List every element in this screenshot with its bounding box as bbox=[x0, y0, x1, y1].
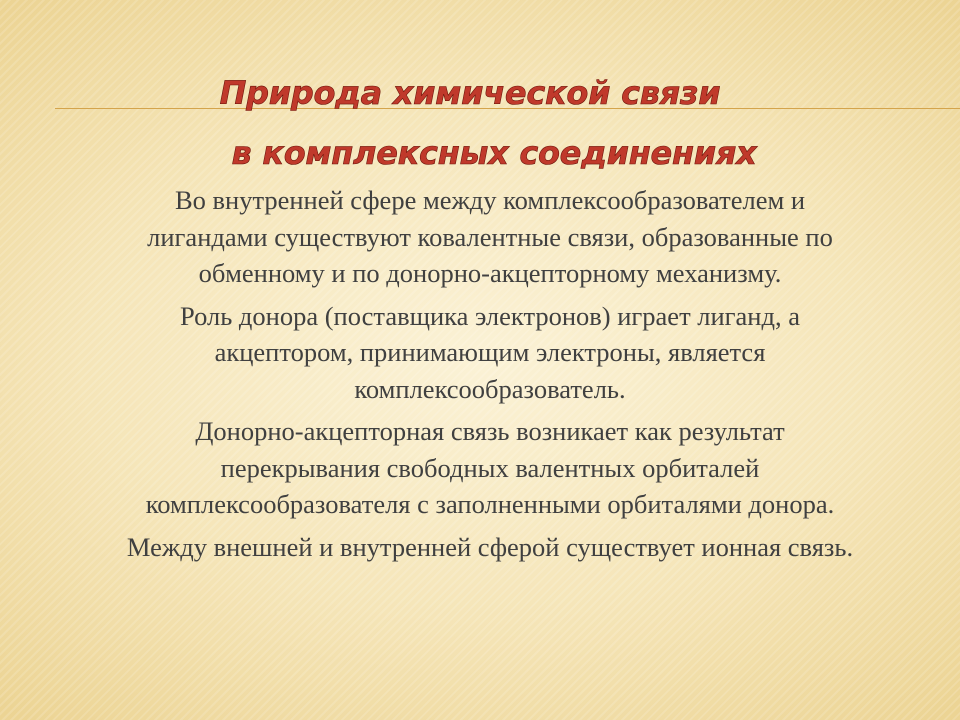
paragraph-line: Роль донора (поставщика электронов) играет лиганд, а bbox=[180, 300, 800, 331]
paragraph-line: перекрывания свободных валентных орбиталей bbox=[220, 452, 760, 483]
paragraph-ionic-bond bbox=[30, 529, 950, 566]
slide-title-line-1: Природа химической связи bbox=[219, 74, 721, 112]
paragraph-donor-acceptor-bond bbox=[30, 413, 950, 523]
paragraph-line: комплексообразователь. bbox=[354, 373, 626, 404]
paragraph-line: обменному и по донорно-акцепторному механизму. bbox=[198, 258, 782, 288]
paragraph-donor-role bbox=[30, 298, 950, 408]
paragraph-line: Донорно-акцепторная связь возникает как результат bbox=[195, 416, 785, 446]
slide-body bbox=[30, 182, 950, 571]
paragraph-line: акцептором, принимающим электроны, является bbox=[214, 337, 766, 367]
paragraph-line: лигандами существуют ковалентные связи, образованные по bbox=[147, 221, 833, 252]
paragraph-covalent-bonds bbox=[30, 182, 950, 292]
paragraph-line: комплексообразователя с заполненными орбиталями донора. bbox=[145, 489, 835, 519]
slide-title-line-2: в комплексных соединениях bbox=[231, 134, 757, 172]
paragraph-line: Во внутренней сфере между комплексообразователем и bbox=[174, 185, 806, 215]
paragraph-line: Между внешней и внутренней сферой существует ионная связь. bbox=[126, 531, 854, 562]
